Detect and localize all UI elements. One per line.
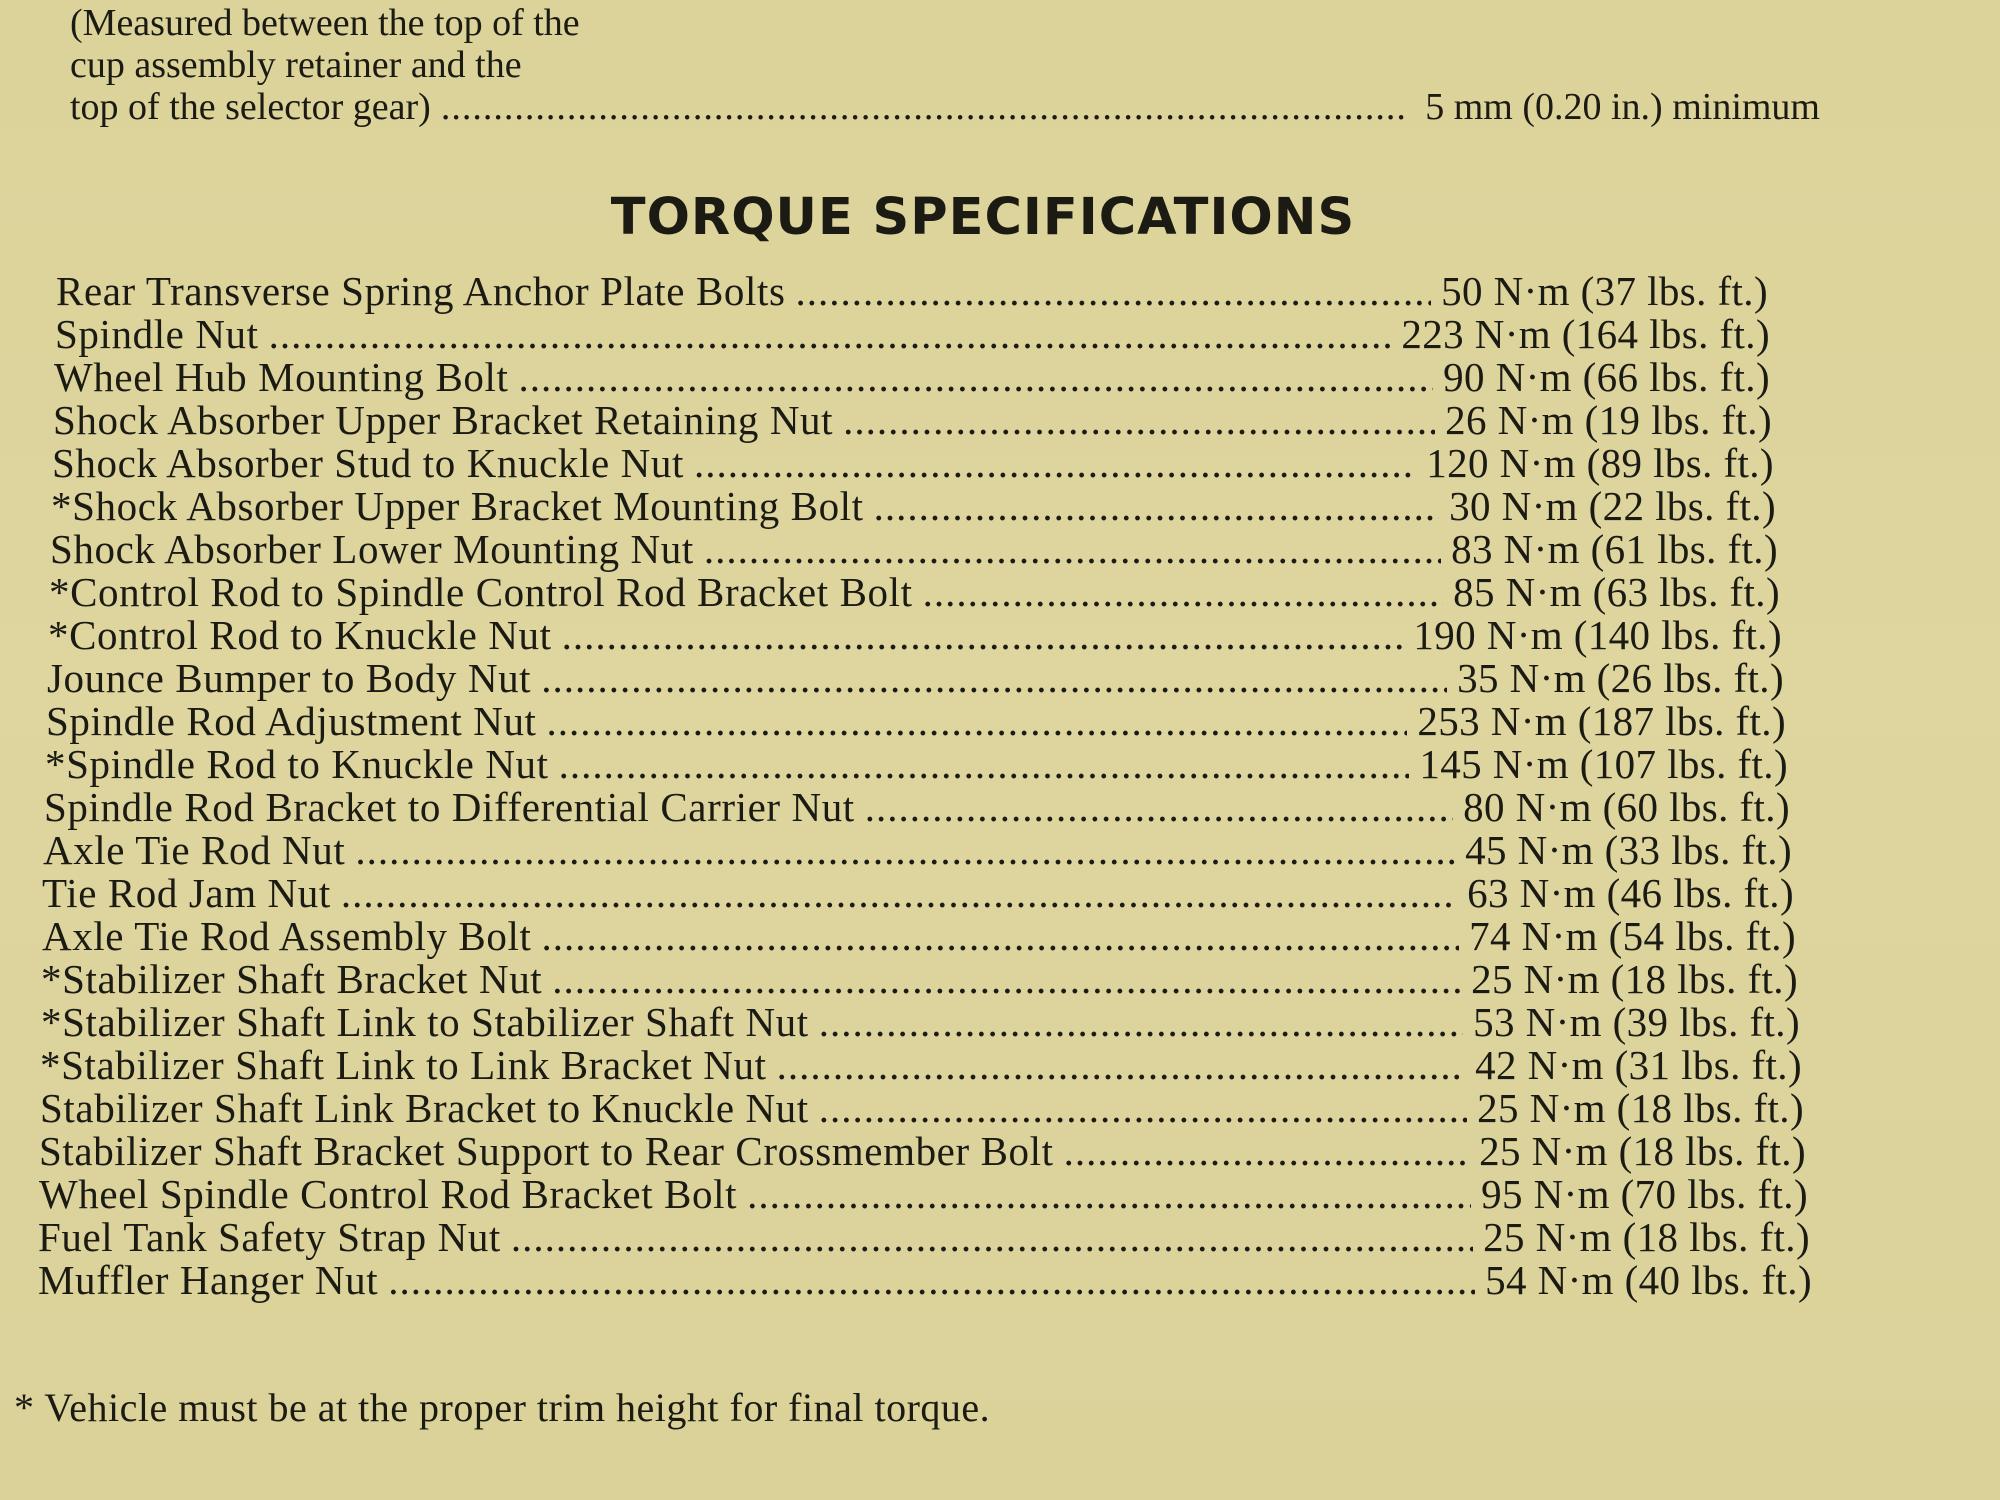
spec-name: Axle Tie Rod Assembly Bolt [42, 913, 532, 959]
leader-dots [819, 1001, 1463, 1044]
torque-spec-list [38, 268, 1826, 1303]
spec-row [42, 872, 1794, 915]
spec-row [44, 786, 1790, 829]
measurement-note-line-2: cup assembly retainer and the [70, 44, 522, 86]
leader-dots [511, 1216, 1473, 1259]
spec-value: 253 N·m (187 lbs. ft.) [1417, 698, 1786, 744]
spec-value: 80 N·m (60 lbs. ft.) [1463, 784, 1790, 830]
spec-value: 190 N·m (140 lbs. ft.) [1413, 612, 1782, 658]
spec-name: *Shock Absorber Upper Bracket Mounting Bolt [51, 483, 864, 529]
spec-name: *Stabilizer Shaft Link to Stabilizer Shaft Nut [41, 999, 809, 1045]
spec-row [39, 1130, 1806, 1173]
leader-dots [843, 399, 1435, 442]
leader-dots [562, 614, 1404, 657]
spec-name: Stabilizer Shaft Link Bracket to Knuckle Nut [40, 1085, 809, 1131]
leader-dots [541, 657, 1447, 700]
spec-value: 25 N·m (18 lbs. ft.) [1483, 1214, 1810, 1260]
spec-name: Muffler Hanger Nut [38, 1257, 379, 1303]
spec-value: 26 N·m (19 lbs. ft.) [1445, 397, 1772, 443]
spec-value: 45 N·m (33 lbs. ft.) [1465, 827, 1792, 873]
spec-name: Spindle Rod Bracket to Differential Carrier Nut [44, 784, 855, 830]
spec-row [41, 1001, 1800, 1044]
spec-value: 145 N·m (107 lbs. ft.) [1419, 741, 1788, 787]
spec-row [39, 1173, 1808, 1216]
spec-name: Axle Tie Rod Nut [43, 827, 346, 873]
spec-row [40, 1087, 1804, 1130]
leader-dots [441, 86, 1407, 128]
leader-dots [559, 743, 1410, 786]
measurement-note-row [70, 86, 1820, 128]
spec-value: 90 N·m (66 lbs. ft.) [1443, 354, 1770, 400]
spec-value: 120 N·m (89 lbs. ft.) [1426, 440, 1774, 486]
measurement-value: 5 mm (0.20 in.) minimum [1425, 86, 1820, 128]
leader-dots [388, 1259, 1475, 1302]
spec-name: Spindle Rod Adjustment Nut [46, 698, 537, 744]
spec-value: 50 N·m (37 lbs. ft.) [1441, 268, 1768, 314]
leader-dots [341, 872, 1457, 915]
spec-row [51, 485, 1776, 528]
spec-name: Fuel Tank Safety Strap Nut [38, 1214, 501, 1260]
spec-row [41, 958, 1798, 1001]
section-heading: TORQUE SPECIFICATIONS [610, 188, 1356, 247]
spec-name: Stabilizer Shaft Bracket Support to Rear Crossmember Bolt [39, 1128, 1054, 1174]
leader-dots [874, 485, 1439, 528]
footnote: * Vehicle must be at the proper trim height for final torque. [14, 1385, 991, 1430]
spec-name: *Stabilizer Shaft Link to Link Bracket Nut [40, 1042, 767, 1088]
leader-dots [923, 571, 1444, 614]
spec-row [53, 399, 1772, 442]
spec-row [42, 915, 1796, 958]
spec-value: 25 N·m (18 lbs. ft.) [1471, 956, 1798, 1002]
leader-dots [747, 1173, 1471, 1216]
spec-name: Spindle Nut [55, 311, 259, 357]
spec-name: *Control Rod to Spindle Control Rod Bracket Bolt [49, 569, 913, 615]
spec-name: Shock Absorber Lower Mounting Nut [50, 526, 694, 572]
spec-name: Wheel Spindle Control Rod Bracket Bolt [39, 1171, 738, 1217]
spec-row [38, 1216, 1810, 1259]
spec-row [48, 614, 1782, 657]
spec-name: Jounce Bumper to Body Nut [47, 655, 532, 701]
leader-dots [796, 270, 1432, 313]
leader-dots [519, 356, 1434, 399]
spec-row [46, 700, 1786, 743]
leader-dots [694, 442, 1416, 485]
leader-dots [819, 1087, 1467, 1130]
leader-dots [355, 829, 1455, 872]
spec-row [55, 313, 1770, 356]
spec-row [40, 1044, 1802, 1087]
spec-row [49, 571, 1780, 614]
leader-dots [552, 958, 1461, 1001]
leader-dots [547, 700, 1408, 743]
spec-value: 35 N·m (26 lbs. ft.) [1457, 655, 1784, 701]
spec-name: Rear Transverse Spring Anchor Plate Bolts [56, 268, 786, 314]
spec-value: 223 N·m (164 lbs. ft.) [1401, 311, 1770, 357]
leader-dots [269, 313, 1392, 356]
spec-name: *Spindle Rod to Knuckle Nut [45, 741, 549, 787]
spec-value: 74 N·m (54 lbs. ft.) [1469, 913, 1796, 959]
spec-value: 25 N·m (18 lbs. ft.) [1479, 1128, 1806, 1174]
measurement-note-line-3: top of the selector gear) [70, 86, 431, 128]
spec-value: 30 N·m (22 lbs. ft.) [1449, 483, 1776, 529]
measurement-note-line-1: (Measured between the top of the [70, 2, 580, 44]
spec-value: 63 N·m (46 lbs. ft.) [1467, 870, 1794, 916]
measurement-note [70, 2, 1820, 128]
spec-row [45, 743, 1788, 786]
spec-row [47, 657, 1784, 700]
spec-value: 42 N·m (31 lbs. ft.) [1475, 1042, 1802, 1088]
spec-value: 85 N·m (63 lbs. ft.) [1453, 569, 1780, 615]
spec-name: Shock Absorber Stud to Knuckle Nut [52, 440, 684, 486]
spec-value: 25 N·m (18 lbs. ft.) [1477, 1085, 1804, 1131]
spec-row [56, 270, 1768, 313]
spec-row [54, 356, 1770, 399]
spec-value: 53 N·m (39 lbs. ft.) [1473, 999, 1800, 1045]
spec-row [38, 1259, 1812, 1302]
spec-name: *Stabilizer Shaft Bracket Nut [41, 956, 543, 1002]
leader-dots [541, 915, 1459, 958]
spec-name: *Control Rod to Knuckle Nut [48, 612, 552, 658]
spec-row [43, 829, 1792, 872]
spec-row [52, 442, 1774, 485]
leader-dots [704, 528, 1441, 571]
leader-dots [777, 1044, 1466, 1087]
spec-value: 95 N·m (70 lbs. ft.) [1481, 1171, 1808, 1217]
spec-name: Wheel Hub Mounting Bolt [54, 354, 509, 400]
leader-dots [1064, 1130, 1470, 1173]
spec-value: 83 N·m (61 lbs. ft.) [1451, 526, 1778, 572]
leader-dots [865, 786, 1453, 829]
spec-name: Tie Rod Jam Nut [42, 870, 331, 916]
spec-name: Shock Absorber Upper Bracket Retaining Nut [53, 397, 834, 443]
spec-row [50, 528, 1778, 571]
spec-value: 54 N·m (40 lbs. ft.) [1485, 1257, 1812, 1303]
